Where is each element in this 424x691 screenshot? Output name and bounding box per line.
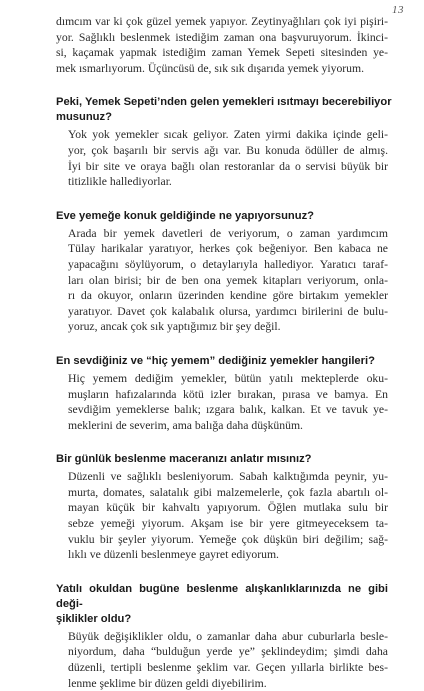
text-line: Hiç yemem dediğim yemekler, bütün yatılı mekteplerde oku- [68, 371, 388, 385]
question-line: musunuz? [56, 111, 112, 124]
text-line: muşların hafızalarında kötü izler bırakan, pırasa ve bamya. En [68, 387, 388, 401]
text-line: lenme şeklime bir düzen geldi diyebilirim. [68, 676, 267, 690]
question-line: şiklikler oldu? [56, 612, 132, 625]
text-line: yor, çok başarılı bir servis ağı var. Bu konuda ödüller de almış. [68, 143, 388, 157]
text-line: lıklı ve düzenli beslenmeye gayret ediyorum. [68, 548, 279, 562]
text-line: mek ısmarlıyorum. Üçüncüsü de, sık sık dışarıda yemek yiyorum. [56, 61, 365, 75]
question-line: Peki, Yemek Sepeti’nden gelen yemekleri ısıtmayı becerebiliyor [56, 96, 392, 109]
text-line: titizlikle hallediyorlar. [68, 175, 172, 189]
answer-paragraph [56, 127, 388, 189]
text-line: İyi bir site ve oraya bağlı olan restoranlar da o servisi büyük bir [68, 159, 388, 173]
text-line: murta, domates, salatalık gibi malzemelerle, çok fazla abartılı ol- [68, 485, 388, 499]
answer-paragraph [56, 629, 388, 691]
question-heading [56, 452, 388, 467]
text-line: yor. Sağlıklı beslenmek istediğim zaman ona başvuruyorum. İkinci- [56, 30, 388, 44]
text-line: Yok yok yemekler sıcak geliyor. Zaten yirmi dakika içinde geli- [68, 128, 388, 142]
text-line: ları olan birisi; bir de ben ona yemek kitapları veriyorum, onla- [68, 273, 388, 287]
question-heading [56, 582, 388, 627]
text-line: meklerini de severim, ama balığa daha düşkünüm. [68, 418, 303, 432]
text-line: düzenli, tertipli beslenme şeklim var. Geçen yıllarla birlikte bes- [68, 661, 388, 675]
question-line: Bir günlük beslenme maceranızı anlatır mısınız? [56, 453, 312, 466]
text-line: rı da okuyor, onların üzerinden kendine göre birtakım yemekler [68, 289, 388, 303]
question-heading [56, 95, 392, 125]
text-line: Büyük değişiklikler oldu, o zamanlar daha abur cuburlarla besle- [68, 629, 388, 643]
intro-paragraph [56, 14, 388, 76]
text-line: Tülay harikalar yaratıyor, herkes çok beğeniyor. Ben kabaca ne [68, 242, 388, 256]
page-number: 13 [392, 4, 404, 16]
text-line: yaratıyor. Davet çok kalabalık olursa, yardımcı birilerini de bulu- [68, 304, 388, 318]
question-line: Eve yemeğe konuk geldiğinde ne yapıyorsunuz? [56, 209, 315, 222]
question-line: En sevdiğiniz ve “hiç yemem” dediğiniz yemekler hangileri? [56, 354, 375, 367]
text-line: sebze yemeği yiyorum. Akşam ise bir yere gitmeyeceksem ta- [68, 517, 388, 531]
text-line: niyordum, daha “bulduğun yerde ye” şeklindeydim; şimdi daha [68, 645, 388, 659]
question-heading [56, 354, 388, 369]
text-line: si, kaçamak yapmak istediğim zaman Yemek Sepeti sitesinden ye- [56, 46, 388, 60]
answer-paragraph [56, 371, 388, 433]
answer-paragraph [56, 469, 388, 563]
text-line: yoruz, ancak çok sık yaptığımız bir şey değil. [68, 320, 281, 334]
text-line: dımcım var ki çok güzel yemek yapıyor. Zeytinyağlıları çok iyi pişiri- [56, 15, 388, 28]
interview-text [56, 14, 392, 691]
text-line: mayan küçük bir kahvaltı yapıyorum. Öğlen mutlaka sulu bir [68, 501, 388, 515]
text-line: Arada bir yemek davetleri de veriyorum, o zaman yardımcım [68, 226, 388, 240]
question-heading [56, 209, 388, 224]
question-line: Yatılı okuldan bugüne beslenme alışkanlıklarınızda ne gibi deği- [56, 582, 388, 610]
text-line: vuklu bir şeyler yiyorum. Yemeğe çok düşkün biri değilim; sağ- [68, 532, 388, 546]
answer-paragraph [56, 226, 388, 335]
text-line: yapacağını söylüyorum, o detaylarıyla hallediyor. Yaratıcı taraf- [68, 257, 388, 271]
text-line: sevdiğim yemeklerse balık; ızgara balık, kalkan. Et ve tavuk ye- [68, 403, 388, 417]
text-line: Düzenli ve sağlıklı besleniyorum. Sabah kalktığımda peynir, yu- [68, 470, 388, 484]
